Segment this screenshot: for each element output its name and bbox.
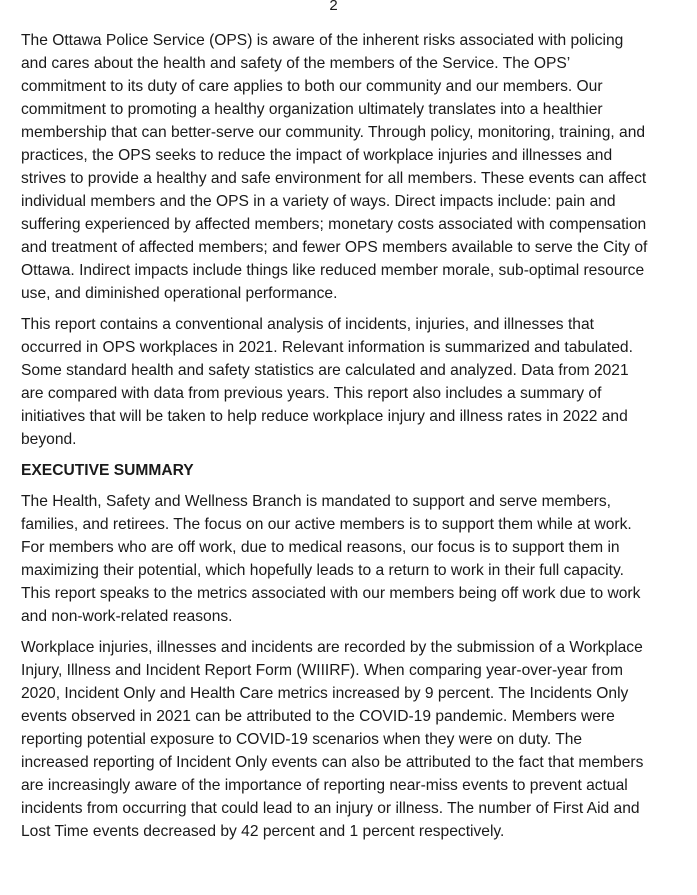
page-number: 2 <box>329 0 338 14</box>
intro-paragraph-1: The Ottawa Police Service (OPS) is aware of the inherent risks associated with policing and cares about the health and safety of the members of the Service. The OPS’ commitment to its duty of care applies to both our community and our members. Our commitment to promoting a healthy organization ultimately translates into a healthier membership that can better-serve our community. Through policy, monitoring, training, and practices, the OPS seeks to reduce the impact of workplace injuries and illnesses and strives to provide a healthy and safe environment for all members. These events can affect individual members and the OPS in a variety of ways. Direct impacts include: pain and suffering experienced by affected members; monetary costs associated with compensation and treatment of affected members; and fewer OPS members available to serve the City of Ottawa. Indirect impacts include things like reduced member morale, sub-optimal resource use, and diminished operational performance. <box>21 32 648 302</box>
summary-paragraph-1: The Health, Safety and Wellness Branch is mandated to support and serve members, families, and retirees. The focus on our active members is to support them while at work. For members who are off work, due to medical reasons, our focus is to support them in maximizing their potential, which hopefully leads to a return to work in their full capacity. This report speaks to the metrics associated with our members being off work due to work and non-work-related reasons. <box>21 493 641 625</box>
intro-paragraph-2: This report contains a conventional analysis of incidents, injuries, and illnesses that occurred in OPS workplaces in 2021. Relevant information is summarized and tabulated. Some standard health and safety statistics are calculated and analyzed. Data from 2021 are compared with data from previous years. This report also includes a summary of initiatives that will be taken to help reduce workplace injury and illness rates in 2022 and beyond. <box>21 316 633 448</box>
executive-summary-heading: EXECUTIVE SUMMARY <box>21 462 194 479</box>
summary-paragraph-2: Workplace injuries, illnesses and incidents are recorded by the submission of a Workplace Injury, Illness and Incident Report Form (WIIIRF). When comparing year-over-year from 2020, Incident Only and Health Care metrics increased by 9 percent. The Incidents Only events observed in 2021 can be attributed to the COVID-19 pandemic. Members were reporting potential exposure to COVID-19 scenarios when they were on duty. The increased reporting of Incident Only events can also be attributed to the fact that members are increasingly aware of the importance of reporting near-miss events to prevent actual incidents from occurring that could lead to an injury or illness. The number of First Aid and Lost Time events decreased by 42 percent and 1 percent respectively. <box>21 639 644 840</box>
document-body <box>21 29 649 851</box>
